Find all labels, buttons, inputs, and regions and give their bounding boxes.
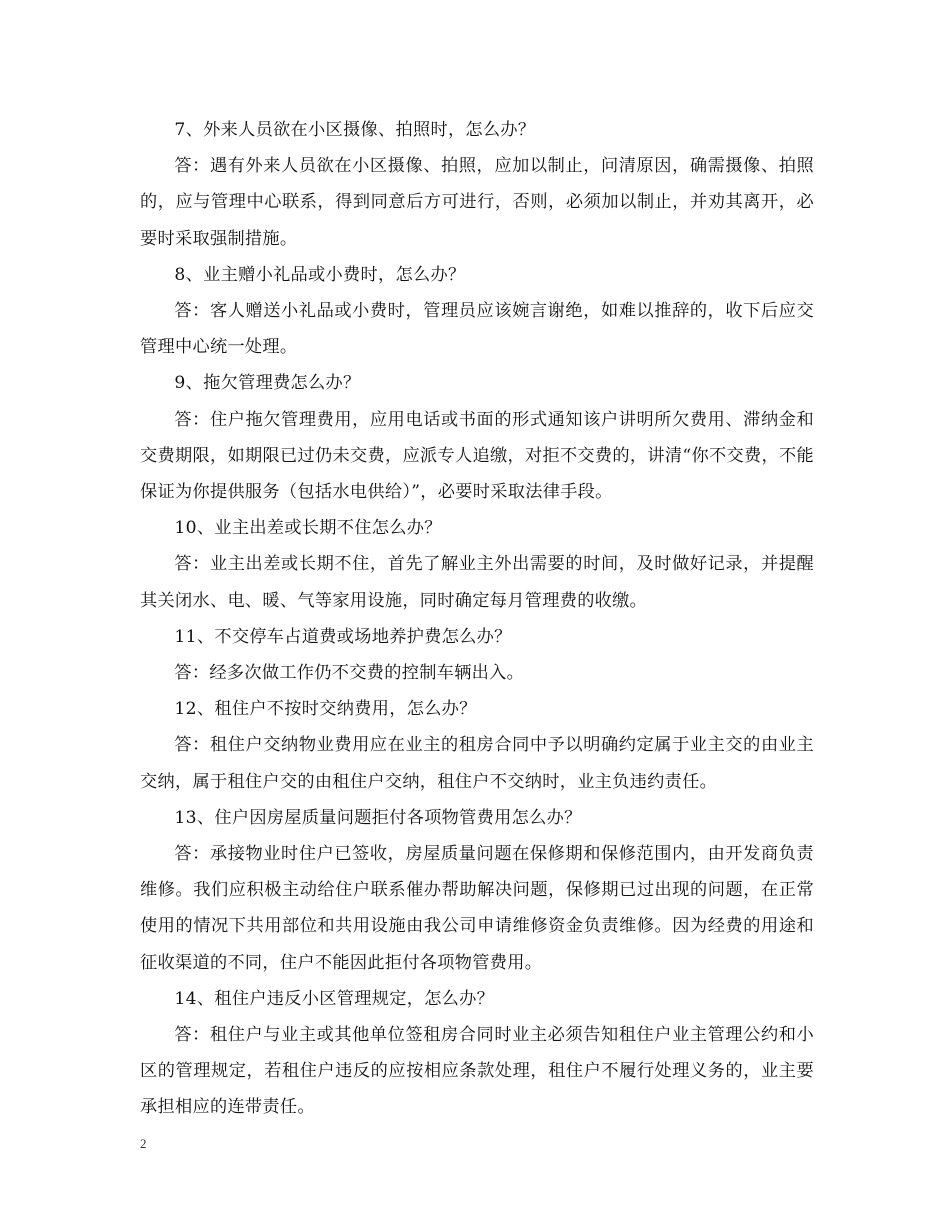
question-13: 13、住户因房屋质量问题拒付各项物管费用怎么办？ bbox=[174, 807, 582, 828]
answer-12: 答：租住户交纳物业费用应在业主的租房合同中予以明确约定属于业主交的由业主交纳，属于租住户交的由租住户交纳，租住户不交纳时，业主负违约责任。 bbox=[140, 735, 814, 792]
question-11: 11、不交停车占道费或场地养护费怎么办？ bbox=[174, 626, 512, 647]
page-number: 2 bbox=[140, 1136, 147, 1151]
question-10: 10、业主出差或长期不住怎么办？ bbox=[174, 518, 442, 539]
answer-11: 答：经多次做工作仍不交费的控制车辆出入。 bbox=[174, 663, 525, 684]
answer-9: 答：住户拖欠管理费用，应用电话或书面的形式通知该户讲明所欠费用、滞纳金和交费期限，如期限已过仍未交费，应派专人追缴，对拒不交费的，讲清“你不交费，不能保证为你提供服务（包括水电供给）”，必要时采取法律手段。 bbox=[140, 409, 814, 503]
answer-8: 答：客人赠送小礼品或小费时，管理员应该婉言谢绝，如难以推辞的，收下后应交管理中心统一处理。 bbox=[140, 301, 814, 358]
question-9: 9、拖欠管理费怎么办？ bbox=[174, 373, 361, 394]
question-12: 12、租住户不按时交纳费用，怎么办？ bbox=[174, 699, 477, 720]
answer-14: 答：租住户与业主或其他单位签租房合同时业主必须告知租住户业主管理公约和小区的管理规定，若租住户违反的应按相应条款处理，租住户不履行处理义务的，业主要承担相应的连带责任。 bbox=[140, 1025, 814, 1118]
question-7: 7、外来人员欲在小区摄像、拍照时，怎么办？ bbox=[174, 120, 536, 140]
question-14: 14、租住户违反小区管理规定，怎么办？ bbox=[174, 988, 495, 1009]
document-body bbox=[140, 112, 814, 1126]
question-8: 8、业主赠小礼品或小费时，怎么办？ bbox=[174, 264, 466, 285]
answer-7: 答：遇有外来人员欲在小区摄像、拍照，应加以制止，问清原因，确需摄像、拍照的，应与管理中心联系，得到同意后方可进行，否则，必须加以制止，并劝其离开，必要时采取强制措施。 bbox=[140, 156, 814, 249]
answer-13: 答：承接物业时住户已签收，房屋质量问题在保修期和保修范围内，由开发商负责维修。我们应积极主动给住户联系催办帮助解决问题，保修期已过出现的问题，在正常使用的情况下共用部位和共用设施由我公司申请维修资金负责维修。因为经费的用途和征收渠道的不同，住户不能因此拒付各项物管费用。 bbox=[140, 844, 814, 973]
answer-10: 答：业主出差或长期不住，首先了解业主外出需要的时间，及时做好记录，并提醒其关闭水、电、暖、气等家用设施，同时确定每月管理费的收缴。 bbox=[140, 554, 814, 611]
